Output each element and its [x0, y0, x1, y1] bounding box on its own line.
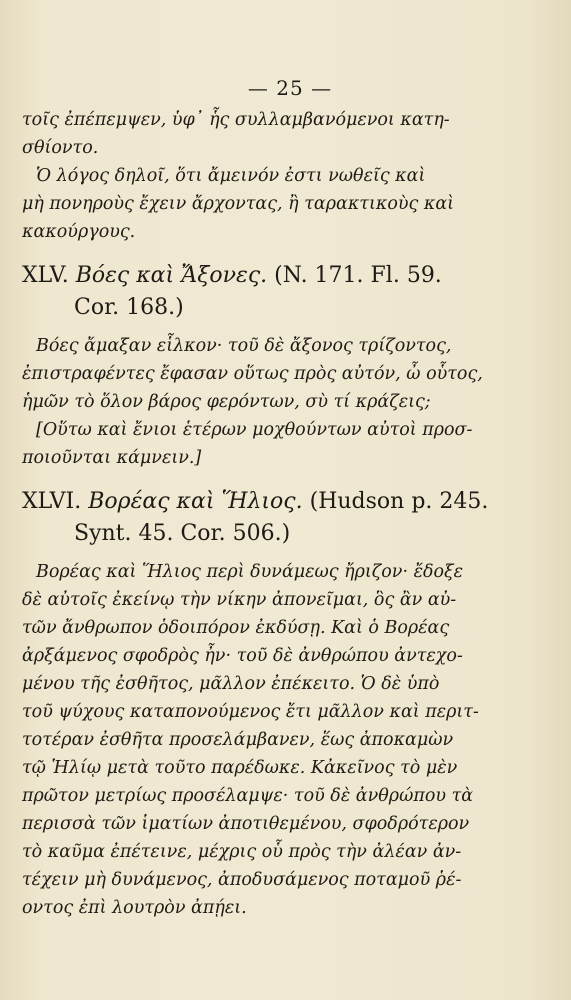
text-line: ἡμῶν τὸ ὅλον βάρος φερόντων, σὺ τί κράζεις; [22, 392, 431, 412]
fable-46 [22, 486, 550, 922]
fable-44-ending [22, 106, 550, 246]
fable-title: Βόες καὶ Ἄξονες. [75, 263, 268, 288]
fable-title: Βορέας καὶ Ἥλιος. [88, 489, 303, 514]
fable-heading [22, 486, 550, 518]
text-line: τῶν ἄνθρωπον ὁδοιπόρον ἐκδύσῃ. Καὶ ὁ Βορέας [22, 618, 450, 638]
text-line: ἀρξάμενος σφοδρὸς ἦν· τοῦ δὲ ἀνθρώπου ἀντεχο- [22, 646, 463, 666]
fable-reference: (N. 171. Fl. 59. [274, 263, 442, 288]
fable-number: XLVI. [22, 489, 82, 514]
text-line: τοῦ ψύχους καταπονούμενος ἔτι μᾶλλον καὶ περιτ- [22, 702, 479, 722]
text-line: μὴ πονηροὺς ἔχειν ἄρχοντας, ἢ ταρακτικοὺς καὶ [22, 194, 455, 214]
text-line: τῷ Ἡλίῳ μετὰ τοῦτο παρέδωκε. Κἀκεῖνος τὸ μὲν [22, 758, 458, 778]
text-line: τοτέραν ἐσθῆτα προσελάμβανεν, ἕως ἀποκαμὼν [22, 730, 454, 750]
fable-reference-continued: Synt. 45. Cor. 506.) [74, 521, 291, 546]
text-line: τέχειν μὴ δυνάμενος, ἀποδυσάμενος ποταμοῦ ῥέ- [22, 870, 462, 890]
text-line: μένου τῆς ἐσθῆτος, μᾶλλον ἐπέκειτο. Ὁ δὲ ὑπὸ [22, 674, 440, 694]
text-line: περισσὰ τῶν ἱματίων ἀποτιθεμένου, σφοδρότερον [22, 814, 470, 834]
text-line: Ὁ λόγος δηλοῖ, ὅτι ἄμεινόν ἐστι νωθεῖς καὶ [36, 166, 426, 186]
page-number: — 25 — [247, 76, 333, 100]
fable-heading [22, 260, 550, 292]
text-line: δὲ αὐτοῖς ἐκείνῳ τὴν νίκην ἀπονεῖμαι, ὃς ἂν αὐ- [22, 590, 457, 610]
text-line: σθίοντο. [22, 138, 99, 158]
text-line: πρῶτον μετρίως προσέλαμψε· τοῦ δὲ ἀνθρώπου τὰ [22, 786, 474, 806]
text-line: ἐπιστραφέντες ἔφασαν οὕτως πρὸς αὐτόν, ὦ οὗτος, [22, 364, 483, 384]
text-line: Βορέας καὶ Ἥλιος περὶ δυνάμεως ἤριζον· ἔδοξε [36, 562, 464, 582]
text-line: τὸ καῦμα ἐπέτεινε, μέχρις οὗ πρὸς τὴν ἀλέαν ἀν- [22, 842, 462, 862]
text-line: τοῖς ἐπέπεμψεν, ὑφ᾽ ἧς συλλαμβανόμενοι κατη- [22, 110, 450, 130]
text-line: κακούργους. [22, 222, 136, 242]
fable-45 [22, 260, 550, 472]
fable-number: XLV. [22, 263, 69, 288]
text-line: [Οὕτω καὶ ἔνιοι ἑτέρων μοχθούντων αὐτοὶ προσ- [36, 420, 473, 440]
text-line: ποιοῦνται κάμνειν.] [22, 448, 202, 468]
fable-reference: (Hudson p. 245. [309, 489, 489, 514]
fable-reference-continued: Cor. 168.) [74, 295, 184, 320]
text-line: Βόες ἄμαξαν εἷλκον· τοῦ δὲ ἄξονος τρίζοντος, [36, 336, 452, 356]
page-content [22, 70, 550, 922]
text-line: οντος ἐπὶ λουτρὸν ἀπῄει. [22, 898, 247, 918]
